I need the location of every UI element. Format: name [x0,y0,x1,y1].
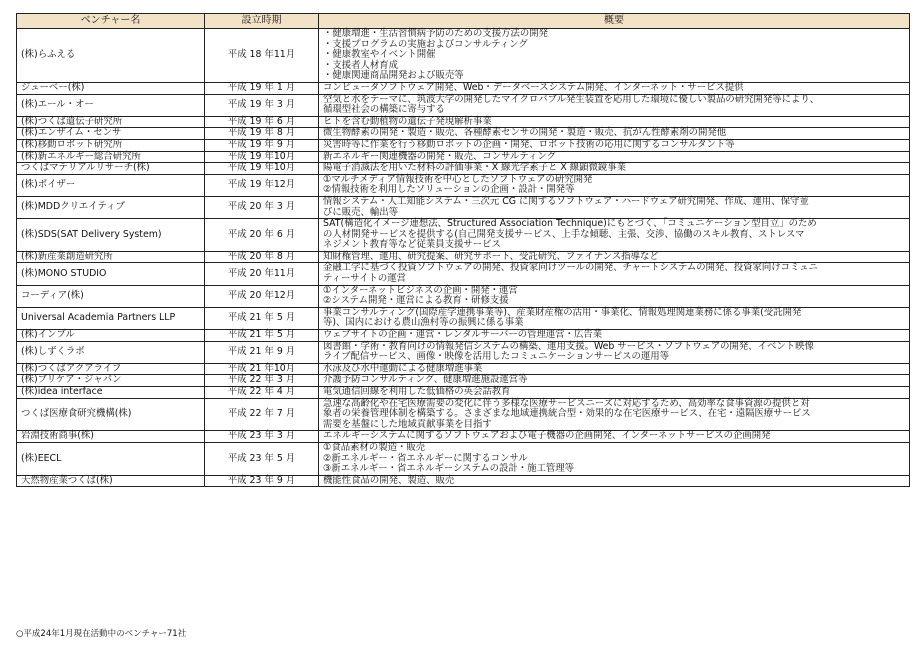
established-date: 平成 22 年 4 月 [205,387,319,399]
description-line: 情報システム・人工知能システム・三次元 CG に関するソフトウェア・ハードウェア研究開発、作成、運用、保守並 [323,195,809,207]
established-date: 平成 23 年 3 月 [205,431,319,443]
table-row [17,163,910,175]
description-line: ・健康関連商品開発および販売等 [323,70,464,82]
description-line: の人材開発サービスを提供する(自己開発支援サービス、上手な傾聴、主張、交渉、協働のスキル教育、ストレスマ [323,228,805,240]
table-row [17,82,910,94]
venture-description [319,475,910,487]
description-line: ③新エネルギー・省エネルギーシステムの設計・施工管理等 [323,463,575,475]
description-line: 需要を基盤にした地域貢献事業を目指す [323,418,492,430]
venture-name: (株)つくば遺伝子研究所 [17,116,205,128]
venture-name: つくばマテリアルリサーチ(株) [17,163,205,175]
venture-description [319,174,910,196]
description-line: 循環型社会の構築に寄与する [323,104,445,116]
description-line: 災害時等に作業を行う移動ロボットの企画・開発、ロボット技術の応用に関するコンサルタント等 [323,138,735,150]
description-line: ・健康教室やイベント開催 [323,49,436,61]
venture-description [319,330,910,342]
established-date: 平成 21 年 5 月 [205,330,319,342]
venture-description [319,94,910,116]
venture-description [319,431,910,443]
footnote: ○平成24年1月現在活動中のベンチャー71社 [16,629,187,639]
header-name: ベンチャー名 [17,14,205,29]
table-row [17,151,910,163]
venture-name: Universal Academia Partners LLP [17,307,205,329]
established-date: 平成 20 年12月 [205,285,319,307]
established-date: 平成 23 年 9 月 [205,475,319,487]
established-date: 平成 18 年11月 [205,29,319,83]
description-line: びに販売、輸出等 [323,206,399,218]
description-line: 象者の栄養管理体制を構築する。さまざまな地域連携統合型・効果的な在宅医療サービス、在宅・遠隔医療サービス [323,408,811,420]
table-row [17,475,910,487]
venture-name: (株)EECL [17,442,205,475]
venture-description [319,219,910,252]
venture-description [319,341,910,363]
venture-name: コーディア(株) [17,285,205,307]
venture-description [319,163,910,175]
table-row [17,285,910,307]
established-date: 平成 21 年 5 月 [205,307,319,329]
established-date: 平成 22 年 7 月 [205,398,319,431]
venture-description [319,307,910,329]
table-row [17,29,910,83]
venture-name: (株)エンザイム・センサ [17,128,205,140]
venture-description [319,82,910,94]
established-date: 平成 22 年 3 月 [205,375,319,387]
description-line: 知財権管理、運用、研究提案、研究サポート、受託研究、ファイナンス指導など [323,250,659,262]
description-line: ティーサイトの運営 [323,273,406,285]
table-row [17,398,910,431]
venture-name: (株)インプル [17,330,205,342]
venture-name: (株)MDDクリエイティブ [17,196,205,218]
established-date: 平成 20 年11月 [205,263,319,285]
description-line: ・支援プログラムの実施およびコンサルティング [323,38,528,50]
description-line: ①食品素材の製造・販売 [323,441,426,453]
header-row [17,14,910,29]
description-line: ・健康増進・生活習慣病予防のための支援方法の開発 [323,28,549,39]
venture-name: つくば医療食研究機構(株) [17,398,205,431]
description-line: 介護予防コンサルティング、健康増進施設運営等 [323,374,528,386]
venture-description [319,196,910,218]
table-row [17,219,910,252]
description-line: 事業コンサルティング(国際産学連携事業等)、産業財産権の活用・事業化、情報処理関連業務に係る事業(受託開発 [323,306,802,318]
table-row [17,307,910,329]
table-row [17,375,910,387]
description-line: 新エネルギー関連機器の開発・販売、コンサルティング [323,150,556,162]
description-line: 金融工学に基づく投資ソフトウェアの開発、投資家向けツールの開発、チャートシステムの開発、投資家向けコミュニ [323,262,818,274]
table-row [17,341,910,363]
table-row [17,139,910,151]
table-row [17,442,910,475]
description-line: ①マルチメディア情報技術を中心としたソフトウェアの研究開発 [323,173,593,185]
table-row [17,431,910,443]
description-line: 急速な高齢化や在宅医療需要の変化に伴う多様な医療サービスニーズに対応するため、高効率な食事資源の提供と対 [323,397,810,409]
description-line: 等)、国内における農山漁村等の振興に係る事業 [323,317,524,329]
established-date: 平成 21 年 9 月 [205,341,319,363]
venture-name: (株)新産業創造研究所 [17,251,205,263]
established-date: 平成 20 年 3 月 [205,196,319,218]
venture-name: (株)新エネルギー総合研究所 [17,151,205,163]
venture-description [319,139,910,151]
venture-name: (株)SDS(SAT Delivery System) [17,219,205,252]
venture-name: (株)移動ロボット研究所 [17,139,205,151]
description-line: ②システム開発・運営による教育・研修支援 [323,295,509,307]
table-row [17,196,910,218]
established-date: 平成 19 年 1 月 [205,82,319,94]
table-row [17,128,910,140]
established-date: 平成 19 年10月 [205,163,319,175]
description-line: ヒトを含む動植物の遺伝子発現解析事業 [323,115,492,127]
description-line: 電気通信回線を利用した低価格の英会話教育 [323,386,511,397]
description-line: コンピュータソフトウェア開発、Web・データベースシステム開発、インターネット・サービス提供 [323,81,744,93]
venture-name: (株)エール・オー [17,94,205,116]
established-date: 平成 19 年 9 月 [205,139,319,151]
venture-name: ジューベー(株) [17,82,205,94]
description-line: ライブ配信サービス、画像・映像を活用したコミュニケーションサービスの運用等 [323,351,670,363]
description-line: ②新エネルギー・省エネルギーに関するコンサル [323,452,528,464]
ventures-body [17,29,910,487]
description-line: ネジメント教育等など従業員支援サービス [323,239,501,251]
description-line: 空気と水をテーマに、筑波大学の開発したマイクロバブル発生装置を応用した環境に優しい製品の研究開発等により、 [323,93,820,105]
table-row [17,387,910,399]
venture-description [319,442,910,475]
table-row [17,174,910,196]
description-line: ①インターネットビジネスの企画・開発・運営 [323,284,518,296]
venture-description [319,387,910,399]
venture-name: (株)ブリケア・ジャパン [17,375,205,387]
established-date: 平成 19 年10月 [205,151,319,163]
description-line: 陽電子消滅法を用いた材料の評価事業・X 線光学素子と X 線顕微鏡事業 [323,162,627,174]
description-line: エネルギーシステムに関するソフトウェアおよび電子機器の企画開発、インターネットサービスの企画開発 [323,430,771,442]
table-row [17,263,910,285]
established-date: 平成 19 年12月 [205,174,319,196]
venture-name: (株)らふえる [17,29,205,83]
venture-description [319,151,910,163]
venture-name: (株)ボイザー [17,174,205,196]
venture-description [319,29,910,83]
established-date: 平成 21 年10月 [205,363,319,375]
description-line: 機能性食品の開発、製造、販売 [323,474,455,486]
description-line: ウェブサイトの企画・運営・レンタルサーバーの管理運営・広告業 [323,329,603,341]
venture-name: (株)MONO STUDIO [17,263,205,285]
ventures-table [16,13,910,487]
venture-name: (株)つくばアクアライフ [17,363,205,375]
venture-description [319,285,910,307]
venture-description [319,263,910,285]
description-line: ・支援者人材育成 [323,59,399,71]
description-line: 図書館・学術・教育向けの情報発信システムの構築、運用支援。Web サービス・ソフトウェアの開発、イベント映像 [323,340,814,352]
venture-name: 岩淵技術商事(株) [17,431,205,443]
description-line: 水泳及び水中運動による健康増進事業 [323,362,483,374]
venture-name: 天然物産業つくば(株) [17,475,205,487]
description-line: ②情報技術を利用したソリューションの企画・設計・開発等 [323,184,575,196]
venture-description [319,128,910,140]
venture-name: (株)しずくラボ [17,341,205,363]
venture-description [319,398,910,431]
header-desc: 概要 [319,14,910,29]
table-row [17,94,910,116]
venture-name: (株)idea interface [17,387,205,399]
established-date: 平成 20 年 6 月 [205,219,319,252]
description-line: 微生物酵素の開発・製造・販売、各種酵素センサの開発・製造・販売、抗がん性酵素剤の開発他 [323,127,727,139]
established-date: 平成 19 年 3 月 [205,94,319,116]
established-date: 平成 19 年 6 月 [205,116,319,128]
established-date: 平成 23 年 5 月 [205,442,319,475]
venture-description [319,375,910,387]
established-date: 平成 19 年 8 月 [205,128,319,140]
description-line: SAT(構造化イメージ連想法、Structured Association Technique)にもとづく、「コミュニケーション型自立」のため [323,218,817,230]
established-date: 平成 20 年 8 月 [205,251,319,263]
header-date: 設立時期 [205,14,319,29]
table-row [17,330,910,342]
